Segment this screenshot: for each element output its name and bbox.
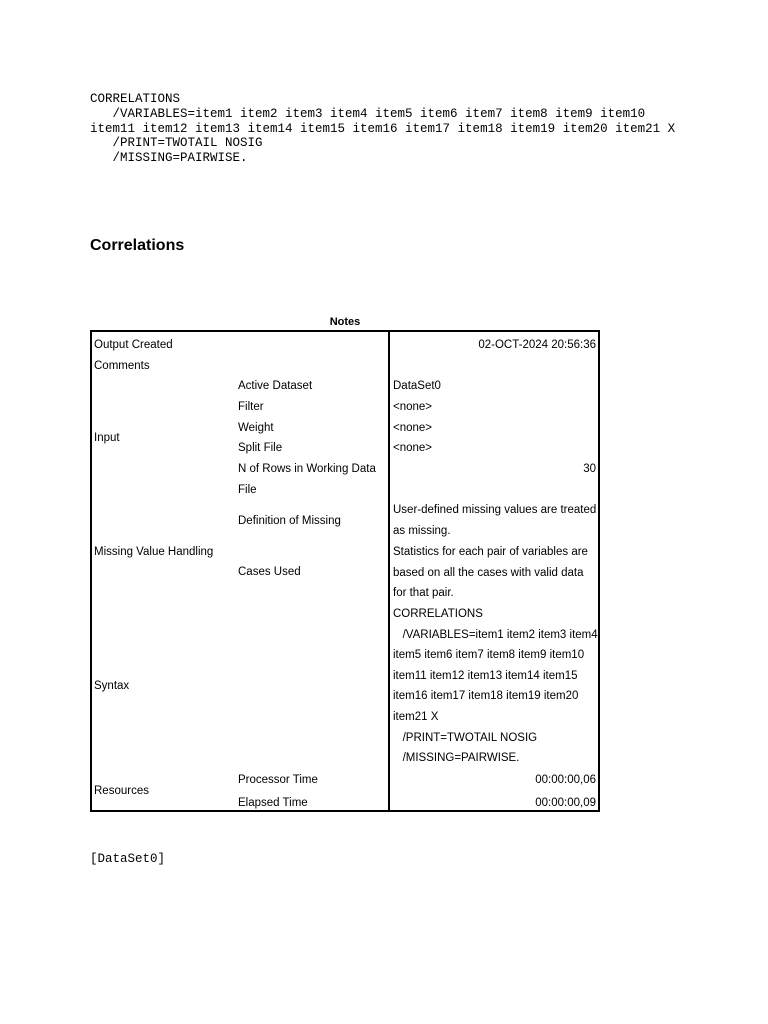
label-resources: Resources — [94, 785, 149, 797]
syntax-block: CORRELATIONS /VARIABLES=item1 item2 item3 item4 item5 item6 item7 item8 item9 item10 item11 item12 item13 item14 item15 item16 item17 item18 item19 item20 item21 X /PRINT=TWOTAIL NOSIG /MISSING=PAIRWISE. — [90, 92, 676, 166]
label-processor-time: Processor Time — [238, 774, 318, 786]
dataset-tag: [DataSet0] — [90, 852, 166, 866]
value-active-dataset: DataSet0 — [393, 380, 441, 392]
label-active-dataset: Active Dataset — [238, 380, 313, 392]
page-heading: Correlations — [90, 237, 185, 254]
label-comments: Comments — [94, 360, 150, 372]
notes-table-title: Notes — [329, 316, 361, 328]
value-split-file: <none> — [393, 442, 433, 454]
value-syntax: CORRELATIONS /VARIABLES=item1 item2 item3 item4 item5 item6 item7 item8 item9 item10 item11 item12 item13 item14 item15 item16 item17 item18 item19 item20 item21 X /PRINT=TWOTAIL NOSIG /MISSING=PAIRWISE. — [393, 608, 598, 765]
value-processor-time: 00:00:00,06 — [535, 774, 596, 786]
label-n-rows: N of Rows in Working Data File — [238, 463, 376, 496]
label-elapsed-time: Elapsed Time — [238, 797, 308, 809]
value-definition-of-missing: User-defined missing values are treated as missing. — [393, 504, 597, 537]
notes-table-divider — [388, 330, 390, 812]
label-filter: Filter — [238, 401, 264, 413]
label-split-file: Split File — [238, 442, 283, 454]
value-elapsed-time: 00:00:00,09 — [535, 797, 596, 809]
label-definition-of-missing: Definition of Missing — [238, 515, 341, 527]
value-weight: <none> — [393, 422, 433, 434]
value-output-created: 02-OCT-2024 20:56:36 — [478, 339, 596, 351]
value-filter: <none> — [393, 401, 433, 413]
label-weight: Weight — [238, 422, 274, 434]
label-output-created: Output Created — [94, 339, 173, 351]
label-input: Input — [94, 432, 120, 444]
value-n-rows: 30 — [583, 463, 596, 475]
label-cases-used: Cases Used — [238, 566, 301, 578]
label-syntax: Syntax — [94, 680, 130, 692]
value-cases-used: Statistics for each pair of variables are based on all the cases with valid data for that pair. — [393, 546, 588, 600]
label-missing-value-handling: Missing Value Handling — [94, 546, 214, 558]
